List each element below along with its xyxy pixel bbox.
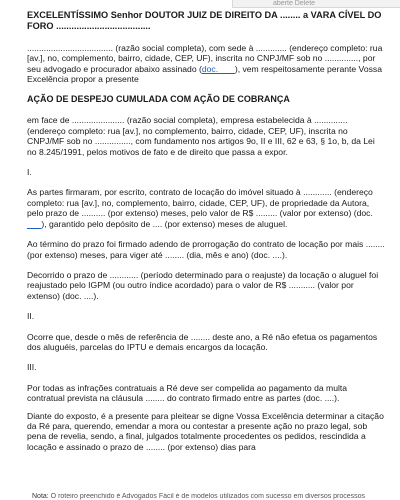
section-three-heading: III.: [27, 362, 37, 373]
paragraph-request: Diante do exposto, é a presente para pleitear se digne Vossa Excelência determinar a citação da Ré para, querendo, emendar a mora ou contestar a presente ação no prazo legal, sob pena de revelia, sendo, a final, julgados totalmente procedentes os pedidos, rescindida a locação e assinado o prazo de ........ (por extenso) dias para: [27, 410, 384, 452]
action-title: AÇÃO DE DESPEJO CUMULADA COM AÇÃO DE COBRANÇA: [27, 94, 290, 105]
paragraph-adjustment: Decorrido o prazo de ............ (período determinado para o reajuste) da locação o aluguel foi reajustado pelo IGPM (ou outro índice acordado) para o valor de R$ ........... (valor por extenso) (doc. ....).: [27, 269, 379, 301]
top-toolbar[interactable]: [232, 0, 400, 8]
paragraph-penalty: Por todas as infrações contratuais a Ré deve ser compelida ao pagamento da multa contratual prevista na cláusula ........ do contrato firmado entre as partes (doc. ....).: [27, 382, 348, 404]
document-body: [27, 10, 385, 452]
contract-doc-link[interactable]: ___: [27, 218, 42, 229]
section-two-heading: II.: [27, 311, 35, 322]
footer-note: [32, 493, 392, 500]
toolbar-label[interactable]: aberte Delete: [273, 0, 316, 7]
paragraph-extension: Ao término do prazo foi firmado adendo de prorrogação do contrato de locação por mais ........ (por extenso) meses, para viger até ........ (dia, mês e ano) (doc. ....).: [27, 239, 385, 260]
intro-paragraph: .................................... (razão social completa), com sede à ............. (endereço completo: rua [av.], no, complemento, bairro, cidade, CEP, UF), inscrita no CNPJ/MF sob no .............., por seu advogado e procurador abaixo assinado (doc. ___), vem respeitosamente perante Vossa Excelência propor a presente: [27, 42, 383, 85]
defendant-paragraph: em face de ...................... (razão social completa), empresa estabelecida à .............. (endereço completo: rua [av.], no complemento, bairro, cidade, CEP, UF), inscrita no CNPJ/MF sob no ..............., com fundamento nos artigos 9o, II e III, 62 e 63, § 1o, b, da Lei no 8.245/1991, pelos motivos de fato e de direito que passa a expor.: [27, 115, 375, 157]
footer-note-text: O roteiro preenchido é Advogados Fácil é de modelos utilizados com sucesso em diversos processos: [48, 493, 366, 500]
footer-note-label: Nota:: [32, 493, 49, 500]
paragraph-contract: As partes firmaram, por escrito, contrato de locação do imóvel situado à ............ (endereço completo: rua [av.], no, complemento, bairro, cidade, CEP, UF), de propriedade da Autora, pelo prazo de .......... (por extenso) meses, pelo valor de R$ ......... (valor por extenso) (doc. ___), garantido pelo depósito de .... (por extenso) meses de aluguel.: [27, 187, 373, 229]
section-one-heading: I.: [27, 167, 32, 178]
intro-doc-link[interactable]: doc. ___: [201, 63, 235, 74]
paragraph-default: Ocorre que, desde o mês de referência de ........ deste ano, a Ré não efetua os pagamentos dos aluguéis, parcelas do IPTU e demais encargos da locação.: [27, 331, 378, 352]
document-header: EXCELENTÍSSIMO Senhor DOUTOR JUIZ DE DIREITO DA ........ a VARA CÍVEL DO FORO .....................................: [27, 10, 382, 32]
